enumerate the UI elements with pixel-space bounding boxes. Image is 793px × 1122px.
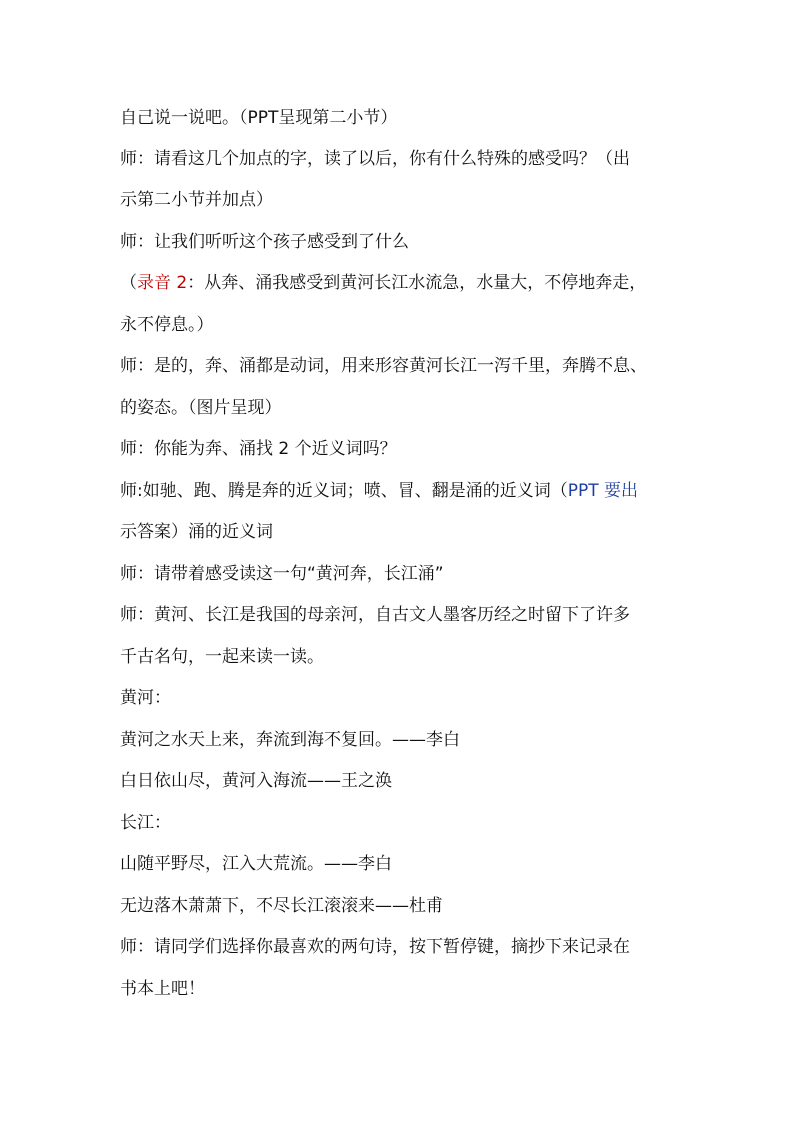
text-line: 示第二小节并加点） xyxy=(120,190,273,210)
text-line: 师：请带着感受读这一句“黄河奔，长江涌” xyxy=(120,564,444,584)
text-line: 师：请看这几个加点的字，读了以后，你有什么特殊的感受吗？（出 xyxy=(120,149,630,169)
recording-open-paren: （ xyxy=(120,273,137,293)
ppt-note: PPT 要出 xyxy=(567,481,639,501)
text-line: 永不停息。） xyxy=(120,315,214,335)
text-line: 师：让我们听听这个孩子感受到了什么 xyxy=(120,232,409,252)
text-line: 千古名句，一起来读一读。 xyxy=(120,647,324,667)
text-line: 师：黄河、长江是我国的母亲河，自古文人墨客历经之时留下了许多 xyxy=(120,605,630,625)
text-line: 师：是的，奔、涌都是动词，用来形容黄河长江一泻千里，奔腾不息、 xyxy=(120,356,647,376)
synonym-line xyxy=(120,479,690,503)
poem-line: 无边落木萧萧下，不尽长江滚滚来——杜甫 xyxy=(120,896,443,916)
recording-label: 录音 2 xyxy=(137,273,188,293)
synonym-text: 师:如驰、跑、腾是奔的近义词；喷、冒、翻是涌的近义词（ xyxy=(120,481,568,501)
section-heading: 长江： xyxy=(120,813,171,833)
text-line: 示答案）涌的近义词 xyxy=(120,522,273,542)
recording-line xyxy=(120,271,690,295)
recording-text: ：从奔、涌我感受到黄河长江水流急，水量大，不停地奔走， xyxy=(187,273,647,293)
poem-line: 白日依山尽，黄河入海流——王之涣 xyxy=(120,771,392,791)
text-line: 师：你能为奔、涌找 2 个近义词吗？ xyxy=(120,439,397,459)
text-line: 的姿态。（图片呈现） xyxy=(120,398,282,418)
text-line: 自己说一说吧。（PPT呈现第二小节） xyxy=(120,108,398,128)
text-line: 书本上吧！ xyxy=(120,979,205,999)
poem-line: 山随平野尽，江入大荒流。——李白 xyxy=(120,854,392,874)
poem-line: 黄河之水天上来，奔流到海不复回。——李白 xyxy=(120,730,460,750)
section-heading: 黄河： xyxy=(120,688,171,708)
text-line: 师：请同学们选择你最喜欢的两句诗，按下暂停键，摘抄下来记录在 xyxy=(120,937,630,957)
